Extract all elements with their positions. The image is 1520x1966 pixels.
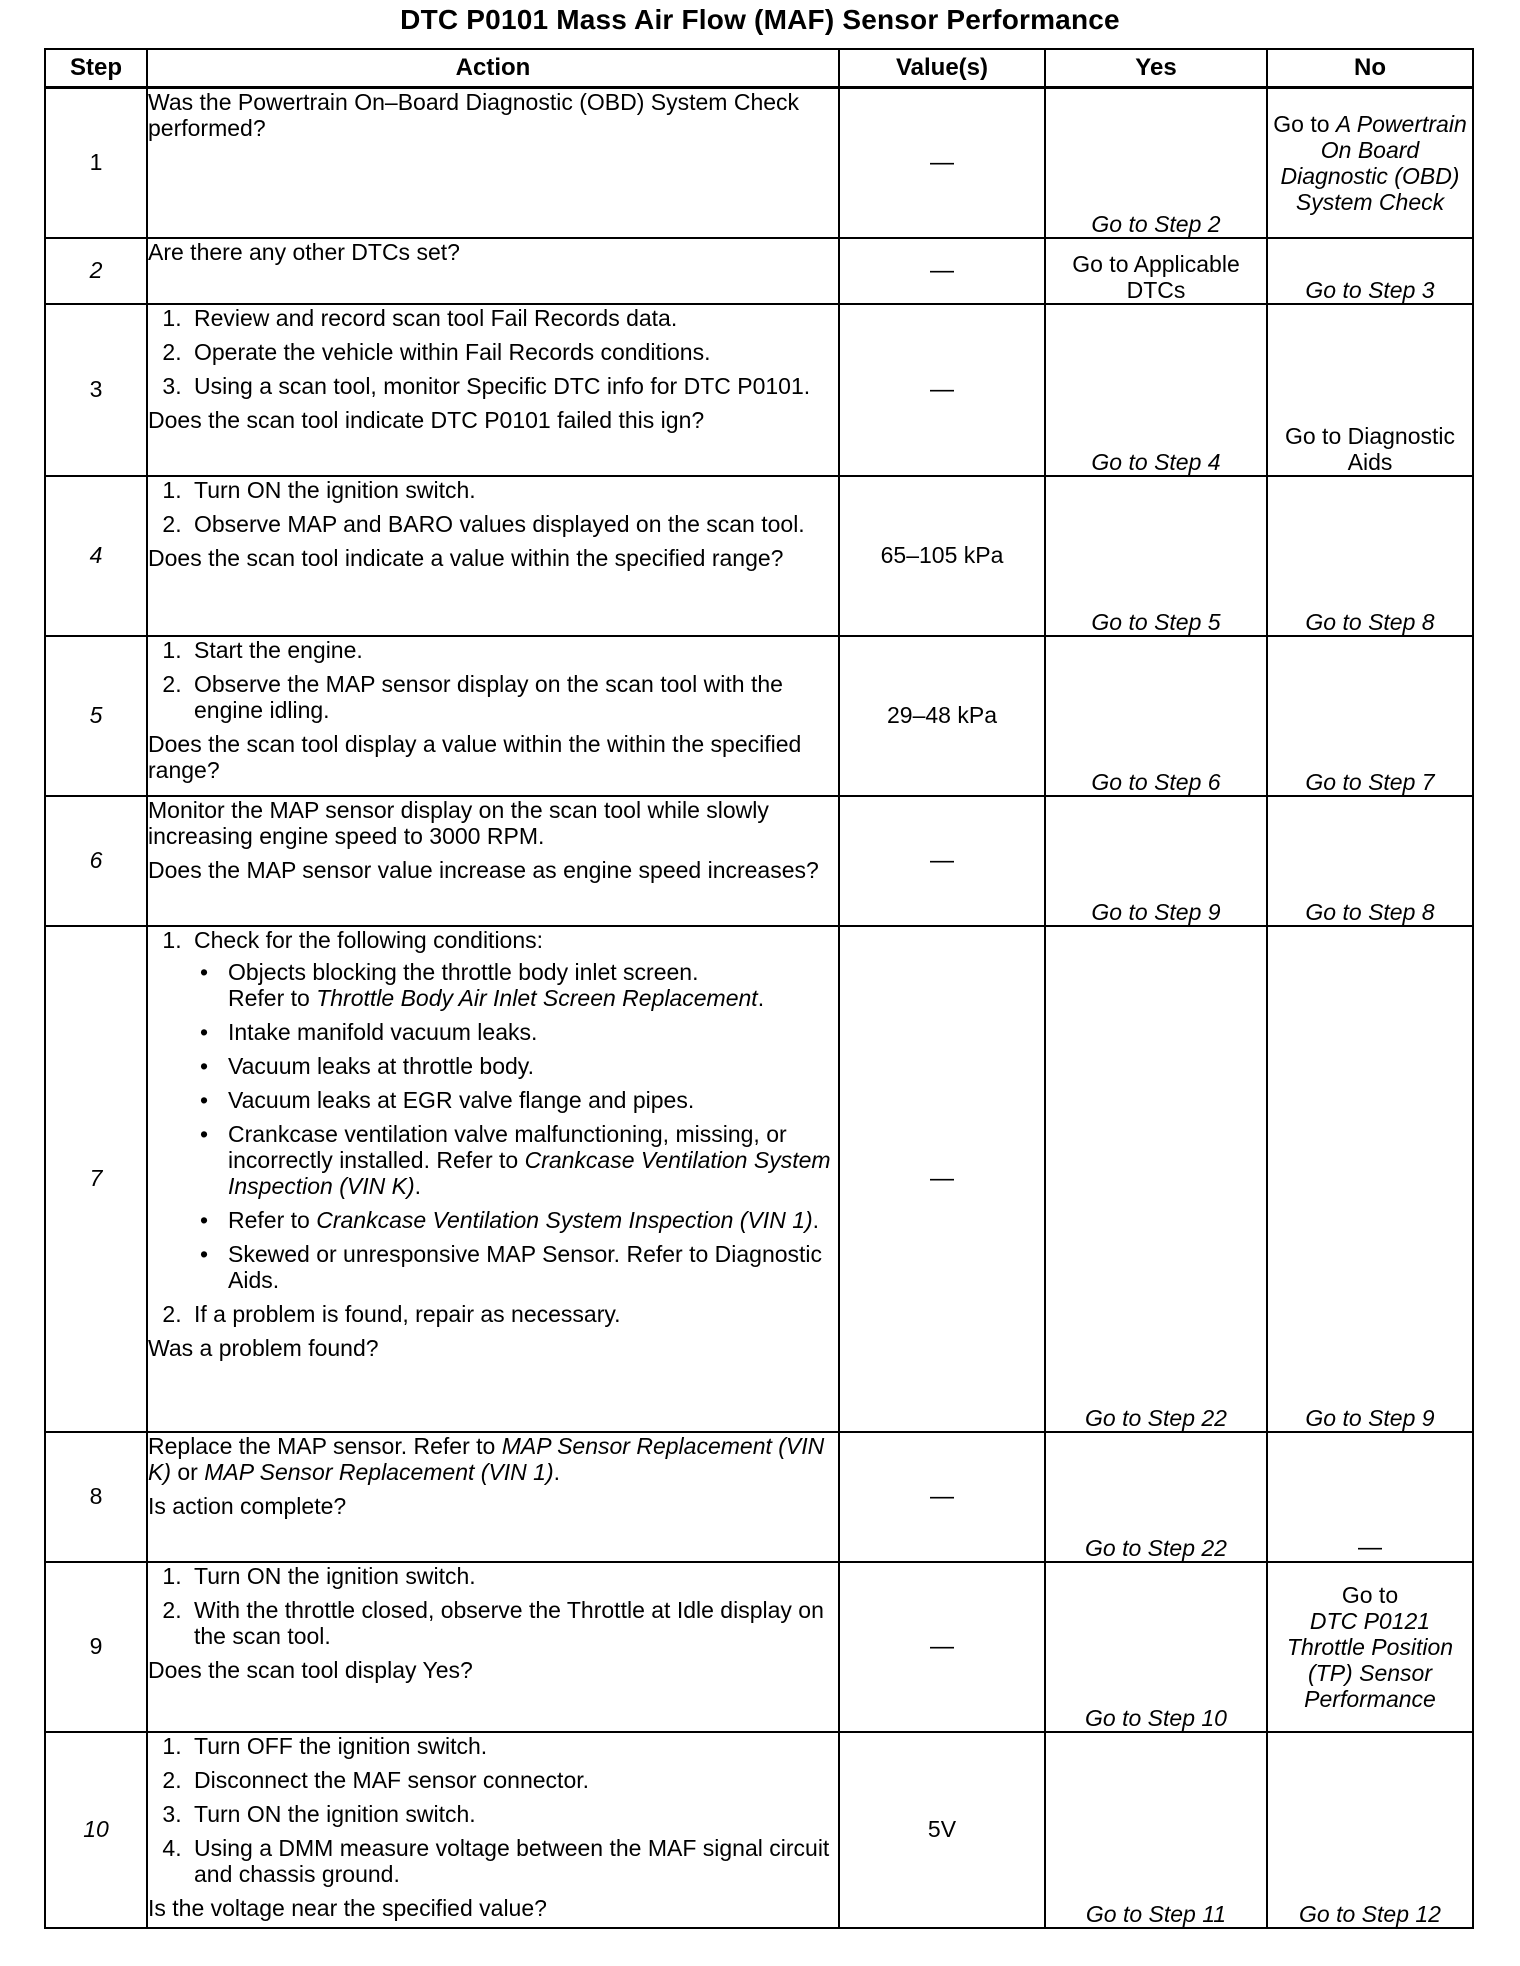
header-yes: Yes [1045,49,1267,88]
action-question: Does the MAP sensor value increase as engine speed increases? [148,856,819,883]
action-cell [147,304,839,476]
action-question: Does the scan tool display Yes? [148,1656,473,1683]
value-cell: 29–48 kPa [839,636,1045,796]
no-cell: Go to Step 8 [1267,796,1473,926]
action-cell [147,1432,839,1562]
no-dash: — [1358,1533,1382,1561]
action-steps [148,477,838,537]
condition-item: • Crankcase ventilation valve malfunctioning, missing, or incorrectly installed. Refer to Crankcase Ventilation System Inspection (VIN K). [222,1121,838,1199]
action-step: 2. With the throttle closed, observe the Throttle at Idle display on the scan tool. [188,1597,838,1649]
table-row [45,926,1473,1432]
action-step: 1. Start the engine. [188,637,838,663]
header-row [45,49,1473,88]
action-steps [148,927,838,1327]
yes-cell: Go to Step 6 [1045,636,1267,796]
action-step [188,927,838,1293]
action-step: 2. Observe the MAP sensor display on the scan tool with the engine idling. [188,671,838,723]
step-number: 9 [45,1562,147,1732]
no-cell: Go to Step 8 [1267,476,1473,636]
action-step: 2. Observe MAP and BARO values displayed on the scan tool. [188,511,838,537]
action-step: 1. Turn ON the ignition switch. [188,1563,838,1589]
value-cell [839,88,1045,238]
table-row [45,304,1473,476]
no-cell: Go to Step 7 [1267,636,1473,796]
condition-link: Throttle Body Air Inlet Screen Replacement [316,984,758,1011]
action-text: Are there any other DTCs set? [148,238,460,265]
table-row [45,636,1473,796]
action-step: 1. Turn ON the ignition switch. [188,477,838,503]
action-question: Was a problem found? [148,1334,379,1361]
action-question: Is action complete? [148,1492,347,1519]
header-no: No [1267,49,1473,88]
value-dash: — [930,1632,954,1660]
yes-cell: Go to Step 22 [1045,1432,1267,1562]
table-row [45,1432,1473,1562]
action-step: 2. Disconnect the MAF sensor connector. [188,1767,838,1793]
value-cell [839,238,1045,304]
condition-ref: Refer to [228,1206,317,1233]
condition-link: Crankcase Ventilation System Inspection (VIN 1) [316,1206,813,1233]
condition-item: • Objects blocking the throttle body inlet screen. Refer to Throttle Body Air Inlet Screen Replacement. [222,959,838,1011]
step-number: 8 [45,1432,147,1562]
condition-item: • Intake manifold vacuum leaks. [222,1019,838,1045]
yes-cell: Go to Step 10 [1045,1562,1267,1732]
header-values: Value(s) [839,49,1045,88]
step-number: 10 [45,1732,147,1928]
yes-cell: Go to Step 5 [1045,476,1267,636]
step-number: 3 [45,304,147,476]
yes-cell: Go to Step 9 [1045,796,1267,926]
action-step: 2. Operate the vehicle within Fail Records conditions. [188,339,838,365]
value-dash: — [930,375,954,403]
table-row [45,1562,1473,1732]
condition-ref: Refer to [228,984,317,1011]
action-step: 1. Turn OFF the ignition switch. [188,1733,838,1759]
condition-item: • Skewed or unresponsive MAP Sensor. Refer to Diagnostic Aids. [222,1241,838,1293]
step-number: 5 [45,636,147,796]
action-text: Monitor the MAP sensor display on the scan tool while slowly increasing engine speed to 3000 RPM. [148,796,769,849]
value-cell [839,304,1045,476]
action-cell [147,926,839,1432]
value-dash: — [930,1164,954,1192]
action-cell [147,1732,839,1928]
action-text-part: Replace the MAP sensor. Refer to [148,1432,502,1459]
value-dash: — [930,1482,954,1510]
step-number: 7 [45,926,147,1432]
no-prefix: Go to [1341,1581,1399,1608]
action-steps [148,1733,838,1887]
action-text: Replace the MAP sensor. Refer to MAP Sensor Replacement (VIN K) or MAP Sensor Replacement (VIN 1). [148,1432,825,1485]
step-number: 1 [45,88,147,238]
value-dash: — [930,256,954,284]
action-step-text: Check for the following conditions: [194,926,544,953]
action-text-part: or [171,1458,205,1485]
value-cell [839,1562,1045,1732]
action-step: 3. Turn ON the ignition switch. [188,1801,838,1827]
no-cell [1267,1432,1473,1562]
action-steps [148,305,838,399]
condition-list [194,959,838,1293]
yes-cell: Go to Step 4 [1045,304,1267,476]
action-cell [147,238,839,304]
table-row [45,1732,1473,1928]
condition-text: Crankcase ventilation valve malfunctioning, missing, or incorrectly installed. Refer to [228,1120,787,1173]
condition-item: • Refer to Crankcase Ventilation System Inspection (VIN 1). [222,1207,838,1233]
action-cell [147,88,839,238]
no-cell [1267,88,1473,238]
condition-item: • Vacuum leaks at EGR valve flange and pipes. [222,1087,838,1113]
action-steps [148,1563,838,1649]
no-cell: Go to Step 12 [1267,1732,1473,1928]
no-cell: Go to Step 3 [1267,238,1473,304]
action-cell [147,796,839,926]
value-cell: 65–105 kPa [839,476,1045,636]
header-step: Step [45,49,147,88]
action-steps [148,637,838,723]
no-cell [1267,1562,1473,1732]
diagnostic-table [44,48,1474,1929]
action-cell [147,636,839,796]
no-link: DTC P0121 Throttle Position (TP) Sensor Performance [1286,1607,1454,1712]
action-step: 1. Review and record scan tool Fail Records data. [188,305,838,331]
table-row [45,88,1473,238]
condition-item: • Vacuum leaks at throttle body. [222,1053,838,1079]
value-cell [839,796,1045,926]
value-cell [839,1432,1045,1562]
value-cell: 5V [839,1732,1045,1928]
step-number: 4 [45,476,147,636]
header-action: Action [147,49,839,88]
action-question: Does the scan tool indicate a value within the specified range? [148,544,784,571]
table-row [45,476,1473,636]
action-question: Is the voltage near the specified value? [148,1894,547,1921]
action-cell [147,1562,839,1732]
yes-cell: Go to Step 22 [1045,926,1267,1432]
action-question: Does the scan tool indicate DTC P0101 failed this ign? [148,406,705,433]
yes-cell: Go to Step 11 [1045,1732,1267,1928]
value-dash: — [930,846,954,874]
table-row [45,238,1473,304]
action-step: 3. Using a scan tool, monitor Specific DTC info for DTC P0101. [188,373,838,399]
condition-text: Objects blocking the throttle body inlet screen. [228,958,699,985]
no-cell: Go to Step 9 [1267,926,1473,1432]
action-step: 4. Using a DMM measure voltage between the MAF signal circuit and chassis ground. [188,1835,838,1887]
yes-cell: Go to Step 2 [1045,88,1267,238]
action-step: 2. If a problem is found, repair as necessary. [188,1301,838,1327]
value-dash: — [930,148,954,176]
step-number: 2 [45,238,147,304]
action-question: Does the scan tool display a value within the within the specified range? [148,730,802,783]
table-row [45,796,1473,926]
yes-cell: Go to Applicable DTCs [1045,238,1267,304]
step-number: 6 [45,796,147,926]
action-link: MAP Sensor Replacement (VIN 1) [204,1458,554,1485]
action-text: Was the Powertrain On–Board Diagnostic (OBD) System Check performed? [148,89,800,141]
action-cell [147,476,839,636]
condition-link: Crankcase Ventilation System Inspection (VIN K) [228,1146,831,1199]
no-prefix: Go to [1273,110,1336,137]
page-title: DTC P0101 Mass Air Flow (MAF) Sensor Performance [400,4,1120,35]
action-link: MAP Sensor Replacement (VIN K) [148,1432,825,1485]
no-cell: Go to Diagnostic Aids [1267,304,1473,476]
no-link: A Powertrain On Board Diagnostic (OBD) System Check [1280,110,1467,215]
value-cell [839,926,1045,1432]
